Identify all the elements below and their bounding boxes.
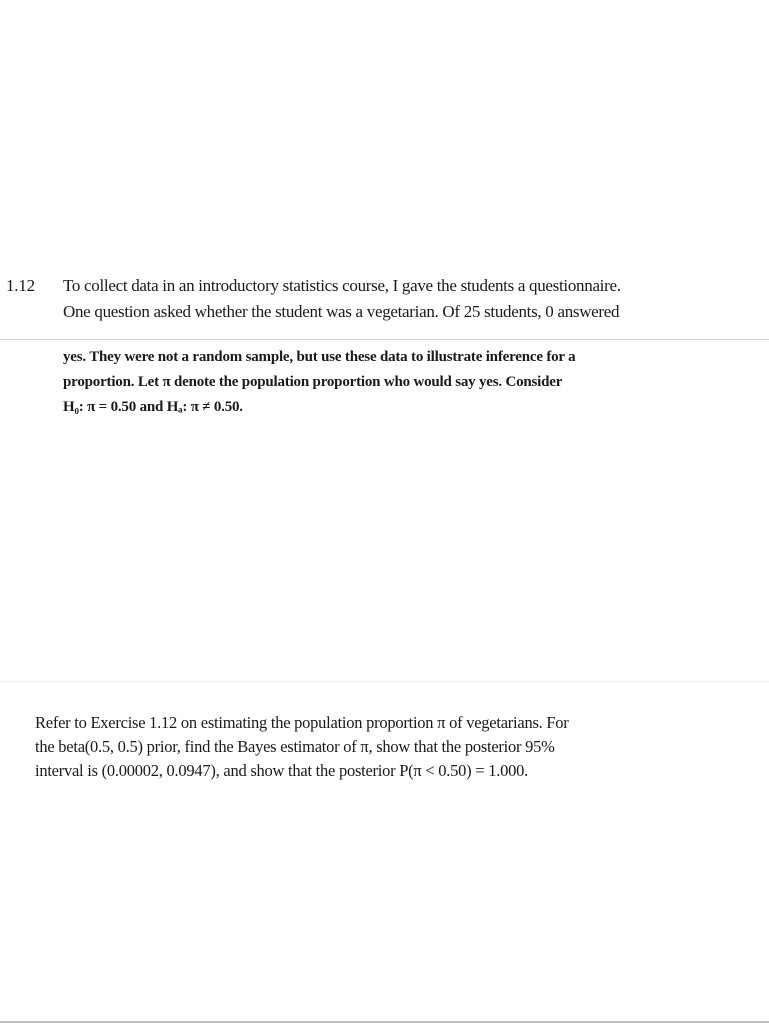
exercise-text-line-1: To collect data in an introductory statistics course, I gave the students a questionnaire. bbox=[63, 276, 621, 295]
exercise-text-line-2: One question asked whether the student was a vegetarian. Of 25 students, 0 answered bbox=[63, 302, 620, 321]
bottom-divider bbox=[0, 1021, 769, 1023]
question-line-3: interval is (0.00002, 0.0947), and show that the posterior P(π < 0.50) = 1.000. bbox=[35, 761, 528, 780]
question-line-1: Refer to Exercise 1.12 on estimating the population proportion π of vegetarians. For bbox=[35, 713, 569, 732]
continuation-line-1: yes. They were not a random sample, but use these data to illustrate inference for a bbox=[63, 349, 576, 365]
exercise-number: 1.12 bbox=[6, 276, 35, 295]
continuation-line-3: H₀: π = 0.50 and Hₐ: π ≠ 0.50. bbox=[63, 399, 243, 415]
section-divider bbox=[0, 681, 769, 682]
continuation-line-2: proportion. Let π denote the population proportion who would say yes. Consider bbox=[63, 374, 563, 390]
question-line-2: the beta(0.5, 0.5) prior, find the Bayes estimator of π, show that the posterior 95% bbox=[35, 737, 555, 756]
section-divider bbox=[0, 339, 769, 340]
